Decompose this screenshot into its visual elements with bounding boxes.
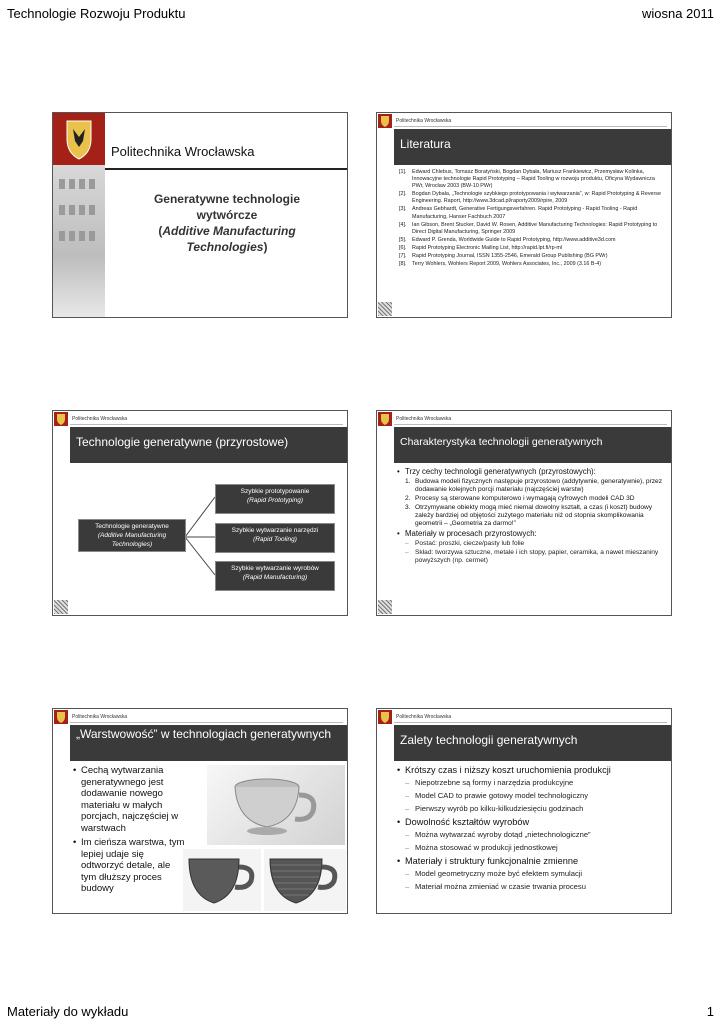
list-item: – Pierwszy wyrób po kilku-kilkudziesięciu godzinach [405,804,584,813]
list-item: – Postać: proszki, ciecze/pasty lub folie [405,540,525,548]
cup-render-thick-layers-image [264,849,346,911]
diagram-node-rapid-tooling: Szybkie wytwarzanie narzędzi (Rapid Tooling) [215,523,335,553]
slide-characteristics [376,410,672,616]
corner-pattern [54,600,68,614]
list-item: [6]. Rapid Prototyping Electronic Mailing List, http://rapid.lpt.fi/rp-ml [399,244,563,251]
list-item: – Niepotrzebne są formy i narzędzia produkcyjne [405,778,574,787]
bullet-list [397,765,665,895]
university-name: Politechnika Wrocławska [111,144,255,159]
list-item: [1]. Edward Chlebus, Tomasz Boratyński, Bogdan Dybała, Mariusz Frankiewicz, Przemysław Kolinka, Innowacyjne technologie Rapid Prototyping – Rapid Tooling w rozwoju produktu, Oficyna Wydawnicza PWr, Wrocław 2003 (BW-10 PWr) [399,169,655,190]
list-item: 3. Otrzymywane obiekty mogą mieć niemal dowolny kształt, a czas (i koszt) budowy zależy bardziej od objętości zużytego materiału niż od stopnia skomplikowania geometrii – „Geometria za darmo!” [405,504,653,528]
list-item: – Można stosować w produkcji jednostkowej [405,843,558,852]
cup-render-layered-image [183,849,261,911]
list-item: • Cechą wytwarzania generatywnego jest dodawanie nowego materiału w małych porcjach, najczęściej w warstwach [73,765,179,834]
slide-main-title: Generatywne technologie wytwórcze (Additive Manufacturing Technologies) [153,192,301,254]
slide-header: Politechnika Wrocławska [396,118,452,124]
list-item: 1. Budowa modeli fizycznych następuje przyrostowo (addytywnie, generatywnie), przez dodawanie kolejnych porcji materiału (najczęściej warstw) [405,478,663,494]
divider [105,168,347,170]
diagram-node-rapid-prototyping: Szybkie prototypowanie (Rapid Prototyping) [215,484,335,514]
list-item: [8]. Terry Wohlers, Wohlers Report 2009, Wohlers Associates, Inc., 2009 (3.16 B-4) [399,261,602,268]
reference-list [399,169,667,269]
university-crest-icon [378,710,392,724]
list-item: [5]. Edward P. Grenda, Worldwide Guide to Rapid Prototyping, http://www.additive3d.com [399,236,616,243]
corner-pattern [378,600,392,614]
list-item: – Skład: tworzywa sztuczne, metale i ich stopy, papier, ceramika, a nawet mieszaniny powyższych (np. cermet) [405,549,659,565]
slide-header: Politechnika Wrocławska [396,416,452,422]
list-item: – Można wytwarzać wyroby dotąd „nietechnologiczne” [405,830,591,839]
university-crest-icon [378,114,392,128]
page-footer-label: Materiały do wykładu [7,1004,129,1019]
slide-title-bar: Technologie generatywne (przyrostowe) [70,427,347,463]
building-image [53,165,105,317]
slide-title-bar: „Warstwowość” w technologiach generatywnych [70,725,347,761]
list-item: • Materiały i struktury funkcjonalnie zmienne [397,856,579,866]
slide-title [52,112,348,318]
list-item: • Dowolność kształtów wyrobów [397,817,530,827]
list-item: – Model geometryczny może być efektem symulacji [405,869,583,878]
list-item: [4]. Ian Gibson, Brent Stucker, David W. Rosen, Additive Manufacturing Technologies: Rapid Prototyping to Direct Digital Manufacturing, Springer 2009 [399,221,658,235]
cup-render-smooth-image [207,765,345,845]
list-item: • Krótszy czas i niższy koszt uruchomienia produkcji [397,765,611,775]
list-item: 2. Procesy są sterowane komputerowo i wymagają cyfrowych modeli CAD 3D [405,495,635,503]
page-header-term: wiosna 2011 [641,6,714,21]
slide-header: Politechnika Wrocławska [72,416,128,422]
slide-advantages [376,708,672,914]
list-item: [2]. Bogdan Dybała, „Technologie szybkiego prototypowania i wytwarzania”, w: Rapid Prototyping & Reverse Engineering. Raport, http://www.3dcad.pl/raporty2009/rpire, 2009 [399,191,661,205]
slide-literature [376,112,672,318]
list-item: • Im cieńsza warstwa, tym lepiej udaje się odtworzyć detale, ale tym dłuższy proces budowy [73,837,185,894]
slide-title-bar: Literatura [394,129,671,165]
slide-title-bar: Charakterystyka technologii generatywnych [394,427,671,463]
list-item: • Trzy cechy technologii generatywnych (przyrostowych): [397,467,596,476]
list-item: [3]. Andreas Gebhardt, Generative Fertigungsverfahren. Rapid Prototyping - Rapid Tooling - Rapid Manufacturing, Hanser Fachbuch 2007 [399,206,638,220]
page-header-course: Technologie Rozwoju Produktu [7,6,186,21]
slide-technologies [52,410,348,616]
slide-header: Politechnika Wrocławska [396,714,452,720]
list-item: [7]. Rapid Prototyping Journal, ISSN 1355-2546, Emerald Group Publishing (BG PWr) [399,253,608,260]
bullet-list [397,467,665,566]
bullet-list [73,765,188,898]
diagram-root-node: Technologie generatywne (Additive Manufacturing Technologies) [78,519,186,552]
slide-layering [52,708,348,914]
slide-sidebar [53,113,105,317]
university-crest-icon [378,412,392,426]
corner-pattern [378,302,392,316]
list-item: • Materiały w procesach przyrostowych: [397,529,537,539]
university-crest-icon [53,113,105,165]
list-item: – Materiał można zmieniać w czasie trwania procesu [405,882,586,891]
list-item: – Model CAD to prawie gotowy model technologiczny [405,791,589,800]
page-number: 1 [706,1004,714,1019]
diagram-node-rapid-manufacturing: Szybkie wytwarzanie wyrobów (Rapid Manufacturing) [215,561,335,591]
university-crest-icon [54,710,68,724]
slide-title-bar: Zalety technologii generatywnych [394,725,671,761]
slide-header: Politechnika Wrocławska [72,714,128,720]
